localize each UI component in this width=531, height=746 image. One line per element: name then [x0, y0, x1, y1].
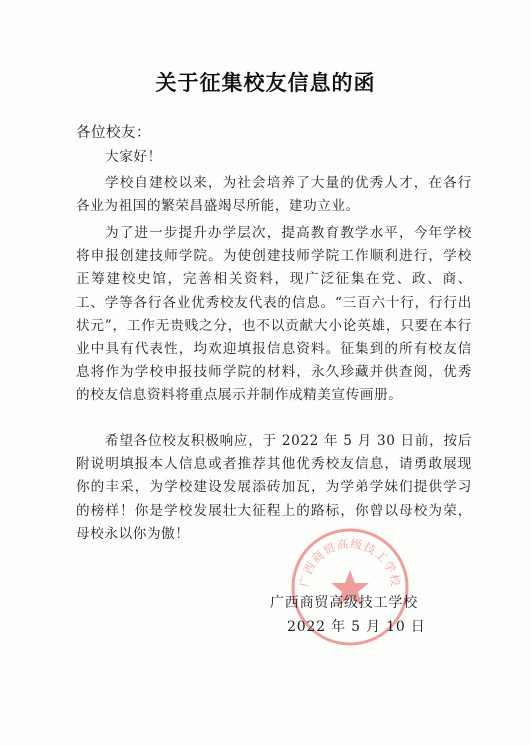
seal-text: 广西商贸高级技工学校	[296, 536, 404, 589]
paragraph-purpose: 为了进一步提升办学层次，提高教育教学水平，今年学校将申报创建技师学院。为使创建技师学院工作顺利进行，学校正筹建校史馆，完善相关资料，现广泛征集在党、政、商、工、学等各行各业优秀校友代表的信息。“三百六十行，行行出状元”，工作无贵贱之分，也不以贡献大小论英雄，只要在本行业中具有代表性，均欢迎填报信息资料。征集到的所有校友信息将作为学校申报技师学院的材料，永久珍藏并供查阅，优秀的校友信息资料将重点展示并制作成精美宣传画册。	[76, 225, 472, 404]
signature-date: 2022 年 5 月 10 日	[287, 619, 426, 635]
letter-title: 关于征集校友信息的函	[155, 70, 376, 95]
salutation: 各位校友：	[76, 125, 151, 141]
greeting-paragraph: 大家好！	[105, 149, 162, 165]
paragraph-call-to-action: 希望各位校友积极响应，于 2022 年 5 月 30 日前，按后附说明填报本人信息或者推荐其他优秀校友信息，请勇敢展现你的丰采，为学校建设发展添砖加瓦，为学弟学妹们提供学习的榜样！你是学校发展壮大征程上的路标，你曾以母校为荣，母校永以你为傲！	[76, 433, 472, 542]
signer-name: 广西商贸高级技工学校	[270, 595, 418, 611]
paragraph-history: 学校自建校以来，为社会培养了大量的优秀人才，在各行各业为祖国的繁荣昌盛竭尽所能，建功立业。	[76, 175, 472, 215]
